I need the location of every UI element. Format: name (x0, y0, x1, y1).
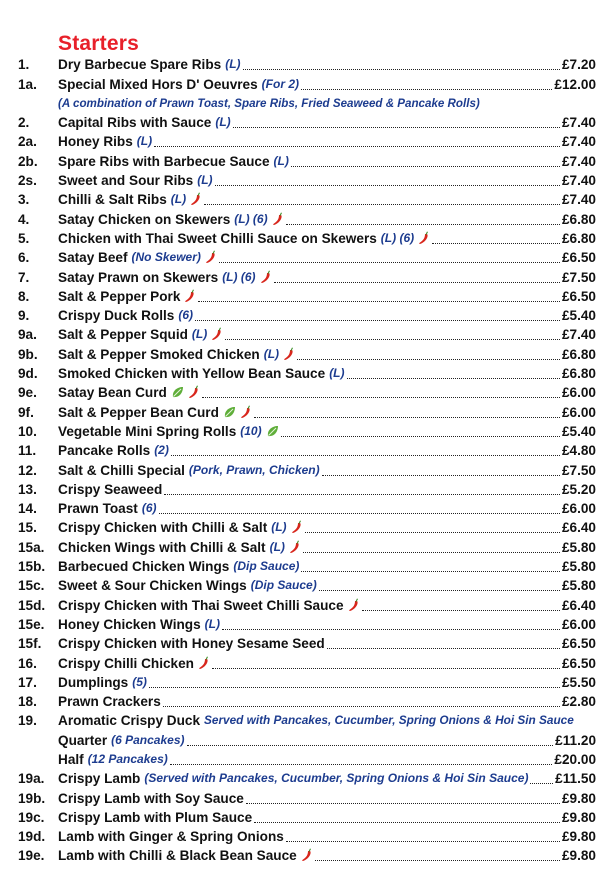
item-note: (L) (273, 153, 289, 168)
dot-leader (301, 88, 552, 90)
vegetarian-leaf-icon (266, 425, 279, 438)
dot-leader (286, 840, 560, 842)
item-price: £5.20 (561, 481, 596, 497)
item-number: 15d. (18, 597, 46, 613)
item-number: 8. (18, 288, 30, 304)
item-price: £9.80 (561, 790, 596, 806)
item-price: £5.40 (561, 308, 596, 324)
item-note: (L) (6) (222, 269, 256, 284)
item-number: 6. (18, 250, 30, 266)
item-note: (L) (269, 539, 285, 554)
item-name: Dumplings (58, 674, 129, 690)
item-note: (2) (154, 443, 169, 458)
item-name: Dry Barbecue Spare Ribs (58, 57, 222, 73)
item-price: £7.50 (561, 269, 596, 285)
dot-leader (274, 281, 560, 283)
menu-item (18, 422, 596, 441)
item-number: 12. (18, 462, 37, 478)
dot-leader (254, 821, 560, 823)
menu-item (18, 209, 596, 228)
item-name: Honey Ribs (58, 134, 133, 150)
item-number: 13. (18, 481, 37, 497)
dot-leader (246, 802, 560, 804)
dot-leader (212, 667, 560, 669)
dot-leader (225, 338, 560, 340)
dot-leader (305, 531, 560, 533)
menu-item (18, 557, 596, 576)
item-price: £11.50 (555, 771, 596, 787)
item-name: Satay Bean Curd (58, 385, 167, 401)
menu-item (18, 576, 596, 595)
item-number: 15b. (18, 559, 46, 575)
item-number: 11. (18, 443, 37, 459)
item-price: £5.50 (561, 674, 596, 690)
item-price: £12.00 (554, 76, 596, 92)
dot-leader (159, 512, 560, 514)
menu-item (18, 171, 596, 190)
dot-leader (347, 377, 560, 379)
item-number: 17. (18, 674, 37, 690)
item-name: Chicken Wings with Chilli & Salt (58, 539, 266, 555)
item-number: 2b. (18, 153, 38, 169)
item-name: Honey Chicken Wings (58, 616, 201, 632)
item-number: 4. (18, 211, 30, 227)
item-note: (L) (329, 366, 345, 381)
item-number: 2. (18, 115, 30, 131)
vegetarian-leaf-icon (223, 406, 236, 419)
dot-leader (171, 454, 560, 456)
menu-item (18, 634, 596, 653)
menu-item (18, 769, 596, 788)
item-name: Barbecued Chicken Wings (58, 559, 230, 575)
dot-leader (195, 319, 560, 321)
menu-item (18, 248, 596, 267)
item-price: £7.20 (561, 57, 596, 73)
item-name: Satay Chicken on Skewers (58, 211, 231, 227)
dot-leader (286, 223, 560, 225)
dot-leader (319, 589, 560, 591)
item-number: 3. (18, 192, 30, 208)
item-number: 15a. (18, 539, 45, 555)
item-number: 9a. (18, 327, 37, 343)
item-note: (5) (132, 674, 147, 689)
item-number: 16. (18, 655, 37, 671)
item-name: Chicken with Thai Sweet Chilli Sauce on Skewers (58, 230, 377, 246)
dot-leader (198, 300, 560, 302)
item-price: £6.00 (561, 404, 596, 420)
item-name: Aromatic Crispy Duck (58, 713, 201, 729)
dot-leader (315, 859, 560, 861)
item-name: Crispy Lamb with Soy Sauce (58, 790, 244, 806)
item-name: Capital Ribs with Sauce (58, 115, 212, 131)
item-number: 15e. (18, 616, 45, 632)
chilli-icon (283, 347, 295, 361)
item-name: Satay Beef (58, 250, 128, 266)
chilli-icon (188, 385, 200, 399)
item-note: (L) (204, 616, 220, 631)
chilli-icon (418, 231, 430, 245)
item-name: Salt & Chilli Special (58, 462, 185, 478)
item-note: (For 2) (261, 76, 300, 91)
item-description: (A combination of Prawn Toast, Spare Ribs, Fried Seaweed & Pancake Rolls) (58, 96, 480, 110)
item-note: (L) (215, 115, 231, 130)
item-number: 9. (18, 308, 30, 324)
item-price: £6.80 (561, 346, 596, 362)
dot-leader (187, 744, 554, 746)
item-name: Crispy Chicken with Honey Sesame Seed (58, 636, 325, 652)
item-note: (L) (136, 134, 153, 149)
item-price: £9.80 (561, 848, 596, 864)
dot-leader (303, 551, 560, 553)
item-note: (Dip Sauce) (250, 578, 317, 593)
section-title: Starters (58, 32, 139, 55)
item-price: £6.50 (561, 288, 596, 304)
dot-leader (233, 126, 560, 128)
dot-leader (202, 396, 560, 398)
dot-leader (215, 184, 560, 186)
dot-leader (297, 358, 560, 360)
menu-item (18, 287, 596, 306)
menu-item (18, 518, 596, 537)
chilli-icon (190, 192, 202, 206)
item-note: (Served with Pancakes, Cucumber, Spring Onions & Hoi Sin Sauce) (144, 771, 529, 786)
chilli-icon (348, 598, 360, 612)
dot-leader (254, 416, 560, 418)
item-note: (10) (240, 423, 262, 438)
dot-leader (243, 68, 560, 70)
item-number: 1. (18, 57, 30, 73)
item-price: £7.40 (561, 327, 596, 343)
item-price: £6.50 (561, 250, 596, 266)
menu-item (18, 344, 596, 363)
item-name: Spare Ribs with Barbecue Sauce (58, 153, 270, 169)
item-name: Salt & Pepper Squid (58, 327, 188, 343)
item-name: Vegetable Mini Spring Rolls (58, 423, 237, 439)
item-name: Satay Prawn on Skewers (58, 269, 219, 285)
item-number: 5. (18, 230, 30, 246)
item-name: Crispy Chilli Chicken (58, 655, 194, 671)
menu-item (18, 383, 596, 402)
item-price: £6.80 (561, 211, 596, 227)
dot-leader (163, 705, 560, 707)
menu-item (18, 460, 596, 479)
item-number: 9b. (18, 346, 38, 362)
chilli-icon (184, 289, 196, 303)
item-name: Prawn Toast (58, 501, 138, 517)
item-price: £6.40 (561, 520, 596, 536)
menu-item (18, 229, 596, 248)
item-name: Salt & Pepper Pork (58, 288, 181, 304)
item-price: £5.80 (561, 559, 596, 575)
vegetarian-leaf-icon (171, 386, 184, 399)
item-number: 19a. (18, 771, 45, 787)
item-name: Salt & Pepper Smoked Chicken (58, 346, 260, 362)
item-name: Half (58, 751, 84, 767)
item-note: (Pork, Prawn, Chicken) (188, 462, 320, 477)
item-number: 9d. (18, 366, 38, 382)
menu-item (18, 113, 596, 132)
menu-item (18, 808, 596, 827)
item-name: Salt & Pepper Bean Curd (58, 404, 219, 420)
menu-item (18, 190, 596, 209)
item-number: 19d. (18, 829, 46, 845)
menu-item (18, 692, 596, 711)
item-name: Crispy Chicken with Thai Sweet Chilli Sauce (58, 597, 344, 613)
dot-leader (219, 261, 560, 263)
item-price: £6.00 (561, 385, 596, 401)
item-name: Lamb with Chilli & Black Bean Sauce (58, 848, 297, 864)
item-note: Served with Pancakes, Cucumber, Spring Onions & Hoi Sin Sauce (204, 713, 574, 728)
item-price: £9.80 (561, 829, 596, 845)
chilli-icon (240, 405, 252, 419)
item-number: 19. (18, 713, 37, 729)
dot-leader (432, 242, 560, 244)
item-name: Crispy Chicken with Chilli & Salt (58, 520, 268, 536)
item-number: 15c. (18, 578, 45, 594)
item-note: (L) (263, 346, 280, 361)
chilli-icon (205, 250, 217, 264)
menu-item (18, 441, 596, 460)
item-name: Sweet & Sour Chicken Wings (58, 578, 247, 594)
item-price: £6.40 (561, 597, 596, 613)
dot-leader (327, 647, 560, 649)
menu-item (18, 673, 596, 692)
item-number: 9f. (18, 404, 34, 420)
dot-leader (164, 493, 560, 495)
item-number: 19b. (18, 790, 46, 806)
item-note: (12 Pancakes) (87, 751, 168, 766)
item-name: Special Mixed Hors D' Oeuvres (58, 76, 258, 92)
dot-leader (291, 165, 560, 167)
menu-item (18, 94, 596, 113)
item-name: Pancake Rolls (58, 443, 151, 459)
dot-leader (322, 474, 560, 476)
menu-item (18, 267, 596, 286)
item-note: (L) (191, 327, 208, 342)
dot-leader (204, 203, 560, 205)
dot-leader (301, 570, 560, 572)
chilli-icon (289, 540, 301, 554)
menu-item (18, 480, 596, 499)
menu-item (18, 132, 596, 151)
item-note: (6) (141, 501, 157, 516)
item-number: 1a. (18, 76, 37, 92)
menu-item (18, 55, 596, 74)
item-price: £7.50 (561, 462, 596, 478)
item-price: £5.40 (561, 423, 596, 439)
menu-item (18, 846, 596, 865)
item-price: £5.80 (561, 578, 596, 594)
menu-item (18, 74, 596, 93)
item-name: Quarter (58, 732, 108, 748)
item-name: Crispy Seaweed (58, 481, 163, 497)
item-price: £6.50 (561, 655, 596, 671)
item-note: (L) (6) (234, 211, 268, 226)
item-number: 2a. (18, 134, 37, 150)
chilli-icon (211, 327, 223, 341)
item-number: 2s. (18, 173, 37, 189)
item-number: 19e. (18, 848, 45, 864)
menu-item (18, 151, 596, 170)
item-price: £6.00 (561, 501, 596, 517)
menu-item (18, 750, 596, 769)
item-note: (L) (197, 173, 213, 188)
menu-item (18, 653, 596, 672)
dot-leader (222, 628, 560, 630)
item-name: Crispy Duck Rolls (58, 308, 175, 324)
menu-item (18, 537, 596, 556)
chilli-icon (198, 656, 210, 670)
item-note: (L) (271, 520, 287, 535)
item-number: 18. (18, 694, 37, 710)
item-price: £6.00 (561, 616, 596, 632)
dot-leader (154, 145, 560, 147)
chilli-icon (260, 270, 272, 284)
dot-leader (149, 686, 560, 688)
item-note: (Dip Sauce) (233, 559, 300, 574)
item-number: 10. (18, 423, 37, 439)
menu-item (18, 615, 596, 634)
menu-item (18, 306, 596, 325)
chilli-icon (272, 212, 284, 226)
chilli-icon (301, 848, 313, 862)
item-name: Lamb with Ginger & Spring Onions (58, 829, 284, 845)
item-price: £6.80 (561, 230, 596, 246)
dot-leader (281, 435, 560, 437)
menu-item (18, 711, 596, 730)
dot-leader (170, 763, 553, 765)
item-name: Sweet and Sour Ribs (58, 173, 194, 189)
item-price: £5.80 (561, 539, 596, 555)
item-note: (L) (225, 57, 241, 72)
item-price: £7.40 (561, 192, 596, 208)
item-note: (L) (170, 192, 187, 207)
item-price: £6.80 (561, 366, 596, 382)
menu-item (18, 325, 596, 344)
item-note: (6) (178, 308, 194, 323)
item-number: 9e. (18, 385, 37, 401)
item-price: £6.50 (561, 636, 596, 652)
chilli-icon (291, 520, 303, 534)
item-name: Crispy Lamb with Plum Sauce (58, 809, 253, 825)
item-price: £2.80 (561, 694, 596, 710)
item-price: £7.40 (561, 173, 596, 189)
item-name: Chilli & Salt Ribs (58, 192, 167, 208)
item-price: £7.40 (561, 115, 596, 131)
item-note: (L) (6) (380, 230, 415, 245)
menu-item (18, 595, 596, 614)
item-number: 7. (18, 269, 30, 285)
item-price: £9.80 (561, 809, 596, 825)
menu-item (18, 499, 596, 518)
item-note: (6 Pancakes) (111, 732, 185, 747)
menu-item (18, 730, 596, 749)
menu-item (18, 827, 596, 846)
dot-leader (362, 609, 560, 611)
item-number: 14. (18, 501, 37, 517)
item-price: £4.80 (561, 443, 596, 459)
item-number: 15. (18, 520, 37, 536)
item-name: Prawn Crackers (58, 694, 161, 710)
item-name: Crispy Lamb (58, 771, 141, 787)
menu-item (18, 788, 596, 807)
menu-list (18, 55, 596, 865)
item-price: £11.20 (555, 732, 596, 748)
menu-item (18, 364, 596, 383)
item-name: Smoked Chicken with Yellow Bean Sauce (58, 366, 326, 382)
item-note: (No Skewer) (131, 250, 201, 265)
dot-leader (530, 782, 553, 784)
item-price: £7.40 (561, 134, 596, 150)
menu-item (18, 402, 596, 421)
item-price: £7.40 (561, 153, 596, 169)
item-number: 15f. (18, 636, 42, 652)
item-price: £20.00 (554, 751, 596, 767)
item-number: 19c. (18, 809, 45, 825)
